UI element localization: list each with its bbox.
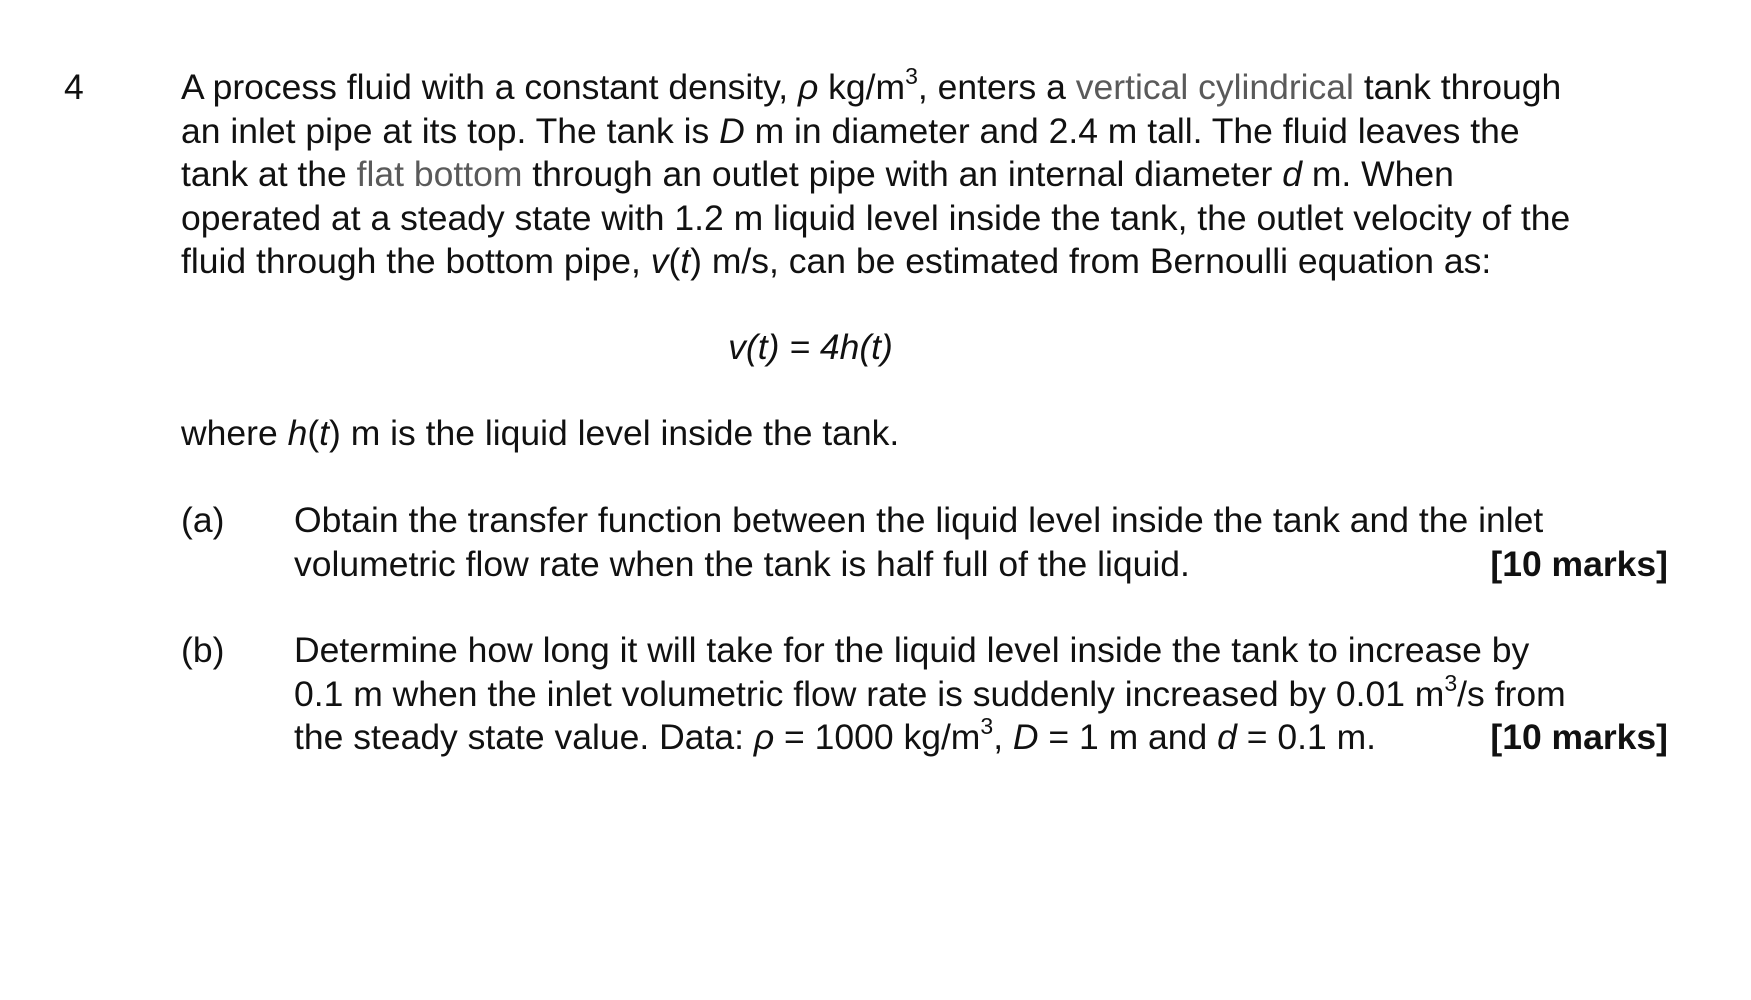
text: m in diameter and 2.4 m tall. The fluid leaves the: [744, 110, 1520, 151]
text: tank through: [1353, 67, 1562, 107]
text: Determine how long it will take for the liquid level inside the tank to increase by: [294, 630, 1530, 670]
superscript: 3: [1444, 669, 1458, 696]
part-b-body: [294, 629, 1668, 760]
part-a-line-1: [294, 499, 1668, 543]
velocity-symbol: v: [650, 241, 669, 281]
text: the steady state value. Data:: [294, 717, 754, 757]
rho-symbol: ρ: [753, 717, 775, 757]
time-symbol: t: [319, 413, 330, 453]
where-clause: [181, 412, 899, 456]
part-b-label: (b): [181, 630, 225, 670]
text: volumetric flow rate when the tank is half full of the liquid.: [294, 543, 1190, 584]
intro-line-3: [181, 153, 1701, 197]
text: ) m/s, can be estimated from Bernoulli equation as:: [690, 241, 1492, 281]
level-symbol: h: [287, 413, 308, 453]
marks-badge: [10 marks]: [1490, 543, 1668, 584]
pipe-diameter-symbol: d: [1217, 717, 1237, 757]
text: = 0.1 m.: [1236, 717, 1377, 757]
line-content: [294, 713, 1377, 760]
intro-line-5: [181, 240, 1701, 284]
superscript: 3: [905, 63, 918, 90]
intro-line-1: [181, 63, 1701, 110]
text: m. When: [1301, 154, 1454, 194]
question-intro: [181, 63, 1701, 284]
rho-symbol: ρ: [797, 67, 819, 107]
marks-badge: [10 marks]: [1490, 717, 1668, 757]
diameter-symbol: D: [1012, 717, 1039, 757]
text: fluid through the bottom pipe,: [181, 241, 651, 281]
part-b-line-2: [294, 669, 1668, 717]
highlighted-text: flat bottom: [356, 154, 523, 194]
text: Obtain the transfer function between the liquid level inside the tank and the inlet: [294, 500, 1544, 540]
part-b-line-1: [294, 629, 1668, 673]
question-number: 4: [64, 67, 84, 107]
text: A process fluid with a constant density,: [181, 67, 798, 107]
part-a-body: [294, 499, 1668, 586]
text: an inlet pipe at its top. The tank is: [181, 110, 720, 151]
part-b-line-3: [294, 713, 1668, 760]
time-symbol: t: [680, 241, 691, 281]
text: where: [181, 413, 288, 453]
superscript: 3: [980, 713, 994, 740]
line-content: [294, 669, 1566, 717]
text: , enters a: [917, 67, 1076, 107]
text: (: [307, 413, 320, 453]
part-a-label: (a): [181, 500, 225, 540]
text: kg/m: [818, 67, 906, 107]
text: /s from: [1457, 673, 1566, 714]
pipe-diameter-symbol: d: [1282, 154, 1302, 194]
text: through an outlet pipe with an internal diameter: [522, 154, 1283, 194]
intro-line-4: operated at a steady state with 1.2 m liquid level inside the tank, the outlet velocity of the: [181, 197, 1571, 238]
diameter-symbol: D: [719, 110, 745, 151]
bernoulli-equation: v(t) = 4h(t): [728, 327, 893, 367]
text: tank at the: [181, 154, 357, 194]
intro-line-2: [181, 110, 1701, 154]
text: 0.1 m when the inlet volumetric flow rate is suddenly increased by 0.01 m: [294, 673, 1445, 714]
highlighted-text: vertical cylindrical: [1075, 67, 1354, 107]
text: (: [668, 241, 681, 281]
text: = 1 m and: [1038, 717, 1218, 757]
text: ) m is the liquid level inside the tank.: [329, 413, 900, 453]
text: = 1000 kg/m: [774, 717, 981, 757]
part-a-line-2: [294, 543, 1668, 587]
text: ,: [993, 717, 1013, 757]
